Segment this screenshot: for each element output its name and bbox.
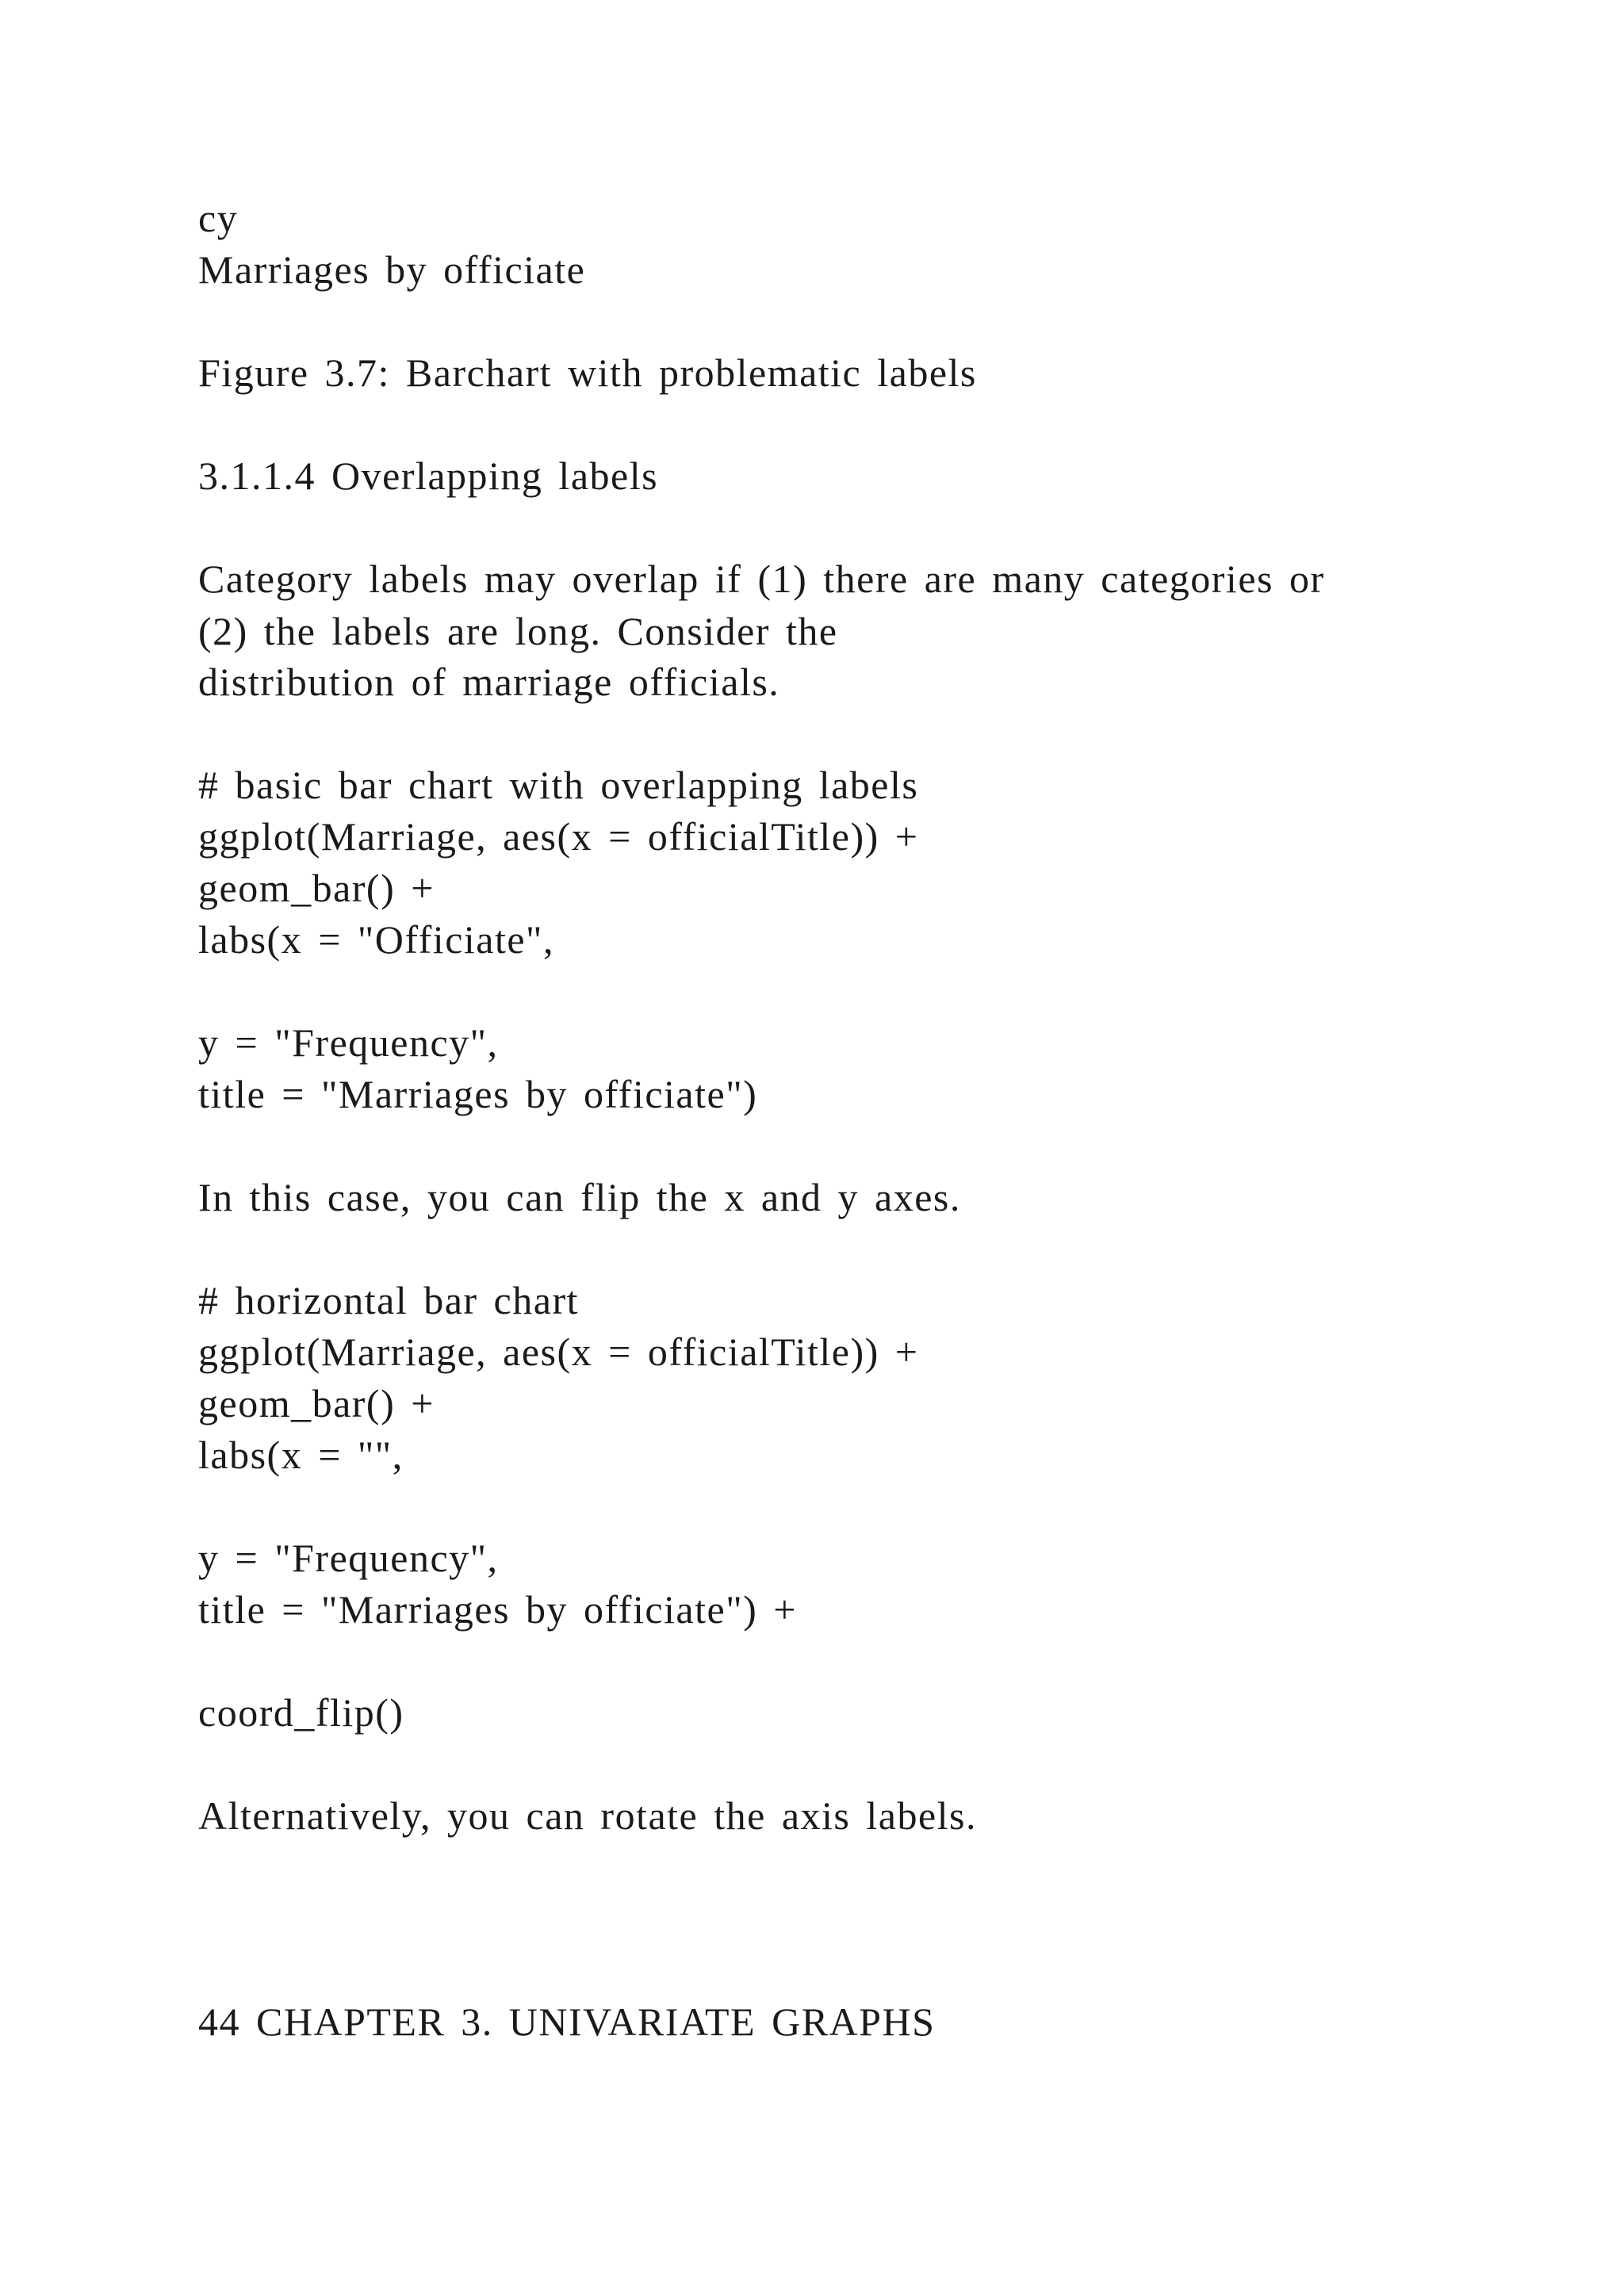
paragraph-line: Category labels may overlap if (1) there are many categories or — [198, 557, 1325, 601]
code-line: labs(x = "", — [198, 1433, 404, 1477]
code-line: y = "Frequency", — [198, 1536, 499, 1580]
figure-caption: Figure 3.7: Barchart with problematic labels — [198, 350, 977, 395]
code-line: coord_flip() — [198, 1690, 404, 1735]
paragraph-line: distribution of marriage officials. — [198, 660, 780, 704]
text-fragment: cy — [198, 196, 239, 240]
code-line: title = "Marriages by officiate") — [198, 1072, 758, 1116]
code-line: geom_bar() + — [198, 1381, 435, 1425]
page-footer: 44 CHAPTER 3. UNIVARIATE GRAPHS — [198, 1999, 936, 2044]
code-line: ggplot(Marriage, aes(x = officialTitle)) + — [198, 814, 919, 859]
paragraph-line: Alternatively, you can rotate the axis labels. — [198, 1793, 978, 1838]
code-comment: # horizontal bar chart — [198, 1278, 579, 1322]
paragraph-line: (2) the labels are long. Consider the — [198, 609, 838, 653]
paragraph-line: In this case, you can flip the x and y axes. — [198, 1175, 961, 1219]
code-line: geom_bar() + — [198, 866, 435, 910]
section-heading: 3.1.1.4 Overlapping labels — [198, 453, 659, 498]
chart-title-caption: Marriages by officiate — [198, 247, 586, 292]
code-line: labs(x = "Officiate", — [198, 917, 554, 962]
code-line: title = "Marriages by officiate") + — [198, 1587, 797, 1632]
code-line: y = "Frequency", — [198, 1020, 499, 1065]
code-line: ggplot(Marriage, aes(x = officialTitle)) + — [198, 1330, 919, 1374]
code-comment: # basic bar chart with overlapping labels — [198, 763, 919, 807]
